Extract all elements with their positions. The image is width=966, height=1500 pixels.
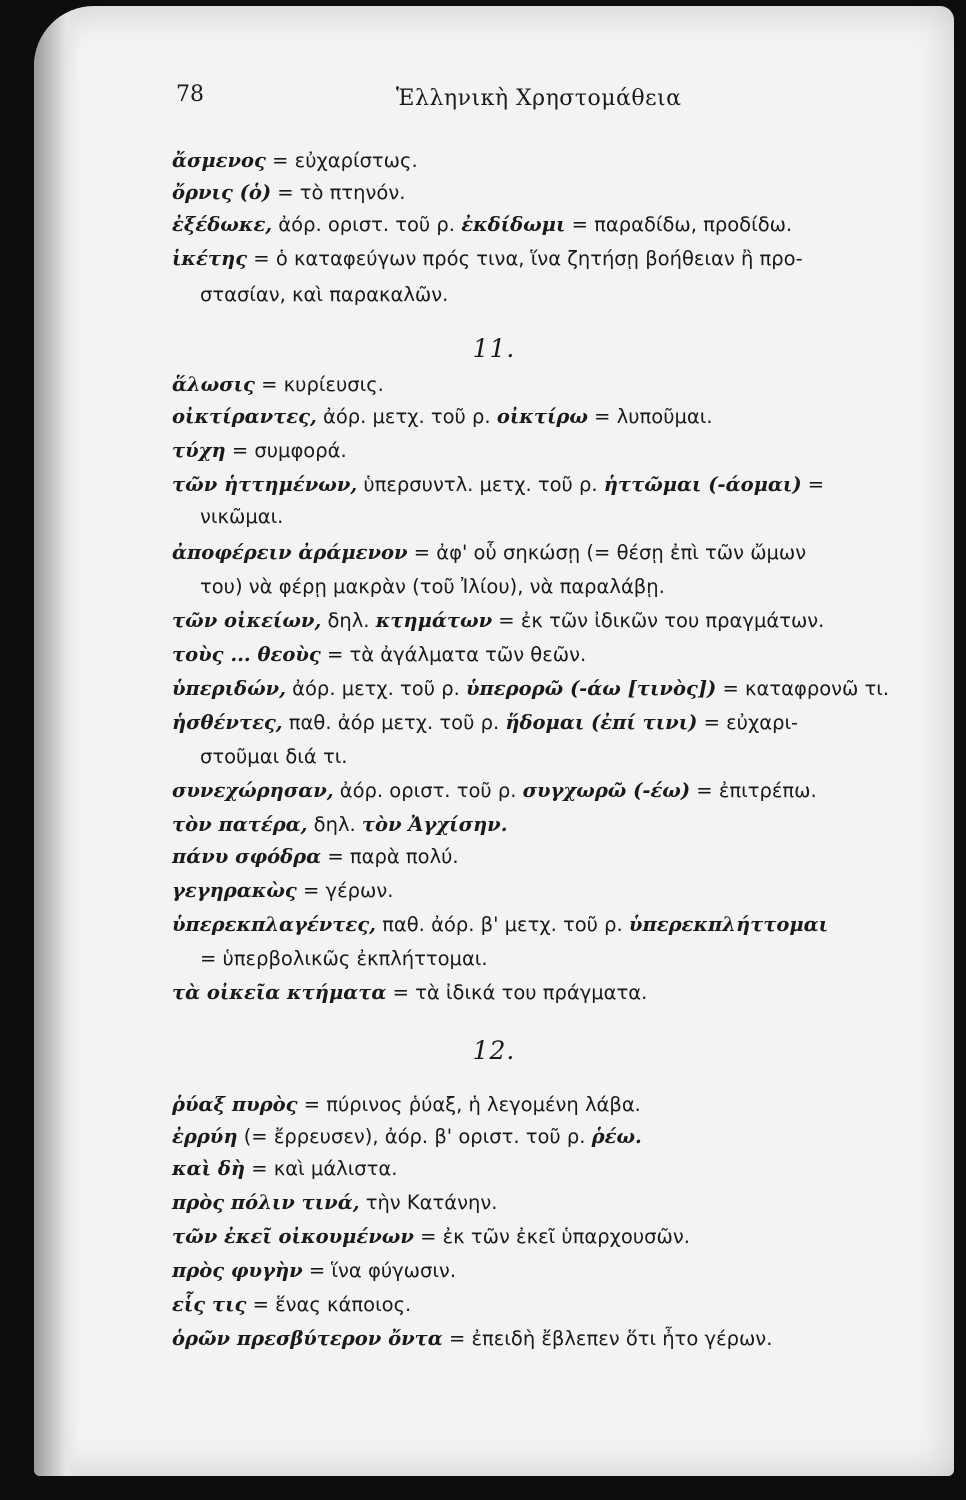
glossary-entry [172,472,824,498]
headword: πρὸς φυγὴν [172,1259,303,1282]
glossary-entry [172,246,803,272]
headword: ὄρνις (ὁ) [172,181,272,204]
definition: παθ. ἀόρ μετχ. τοῦ ρ. [282,711,506,734]
glossary-entry [172,212,792,238]
headword: τῶν ἡττημένων, [172,473,358,496]
definition: ἀόρ. οριστ. τοῦ ρ. [333,779,523,802]
headword: καὶ δὴ [172,1157,246,1180]
running-title: Ἑλληνικὴ Χρηστομάθεια [396,86,682,111]
headword: γεγηρακὼς [172,879,297,902]
glossary-entry [172,812,508,838]
headword: ἱκέτης [172,247,248,270]
glossary-continuation [200,574,665,600]
definition: του) νὰ φέρῃ μακρὰν (τοῦ Ἰλίου), νὰ παραλάβῃ. [200,575,665,598]
headword: τῶν ἐκεῖ οἰκουμένων [172,1225,414,1248]
glossary-entry [172,710,798,736]
glossary-entry [172,438,347,464]
glossary-entry [172,980,647,1006]
definition: = ἕνας κάποιος. [246,1293,412,1316]
definition: παθ. ἀόρ. β' μετχ. τοῦ ρ. [375,913,629,936]
definition: ἀόρ. μετχ. τοῦ ρ. [285,677,466,700]
definition: νικῶμαι. [200,505,284,528]
glossary-entry [172,1292,411,1318]
headword: πρὸς πόλιν τινά, [172,1191,360,1214]
definition: = εὐχαρι- [697,711,799,734]
headword: ἀποφέρειν ἀράμενον [172,541,408,564]
glossary-entry [172,1156,397,1182]
headword: ὑπερορῶ (-άω [τινὸς]) [466,677,717,700]
glossary-entry [172,608,824,634]
headword: τὰ οἰκεῖα κτήματα [172,981,387,1004]
definition: = τὰ ἰδικά του πράγματα. [386,981,648,1004]
glossary-entry [172,1326,772,1352]
section-number: 12. [472,1036,516,1065]
definition: = εὐχαρίστως. [265,149,418,172]
definition: = ἀφ' οὗ σηκώσῃ (= θέσῃ ἐπὶ τῶν ὤμων [407,541,807,564]
definition: = τὸ πτηνόν. [271,181,406,204]
glossary-continuation [200,504,283,530]
definition: στοῦμαι διά τι. [200,745,348,768]
headword: ῥύαξ πυρὸς [172,1093,298,1116]
glossary-continuation [200,744,348,770]
section-number: 11. [472,334,516,363]
headword: ἅλωσις [172,373,255,396]
definition: = ἐπιτρέπω. [690,779,817,802]
glossary-entry [172,844,459,870]
definition: ὑπερσυντλ. μετχ. τοῦ ρ. [357,473,604,496]
definition: δηλ. [321,609,376,632]
headword: τὸν πατέρα, [172,813,308,836]
glossary-entry [172,404,713,430]
headword: ἄσμενος [172,149,266,172]
definition: = παραδίδω, προδίδω. [565,213,793,236]
definition: ἀόρ. οριστ. τοῦ ρ. [272,213,462,236]
headword: οἰκτίρω [496,405,588,428]
glossary-entry [172,1092,641,1118]
definition: (= ἔρρευσεν), ἀόρ. β' οριστ. τοῦ ρ. [237,1125,592,1148]
headword: ὑπερεκπλήττομαι [628,913,829,936]
book-page [34,6,954,1476]
glossary-entry [172,878,393,904]
glossary-entry [172,642,586,668]
definition: = παρὰ πολύ. [321,845,459,868]
definition: = [801,473,825,496]
headword: ἡττῶμαι (-άομαι) [603,473,802,496]
headword: ἐξέδωκε, [172,213,273,236]
glossary-continuation [200,946,488,972]
glossary-entry [172,1190,497,1216]
headword: εἷς τις [172,1293,247,1316]
headword: ὑπερεκπλαγέντες, [172,913,376,936]
headword: τὸν Ἀγχίσην. [361,813,508,836]
headword: ῥέω. [591,1125,642,1148]
glossary-entry [172,676,889,702]
headword: ἐκδίδωμι [461,213,566,236]
definition: = ὑπερβολικῶς ἐκπλήττομαι. [200,947,488,970]
glossary-entry [172,180,405,206]
definition: = τὰ ἀγάλματα τῶν θεῶν. [320,643,587,666]
headword: συγχωρῶ (-έω) [522,779,691,802]
definition: στασίαν, καὶ παρακαλῶν. [200,283,449,306]
glossary-entry [172,540,806,566]
headword: ὑπεριδών, [172,677,286,700]
definition: = ὁ καταφεύγων πρός τινα, ἵνα ζητήσῃ βοήθειαν ἢ προ- [247,247,803,270]
headword: τοὺς ... θεοὺς [172,643,321,666]
page-number: 78 [176,82,204,107]
glossary-entry [172,778,817,804]
headword: ἥδομαι (ἐπί τινι) [505,711,698,734]
definition: = λυποῦμαι. [587,405,713,428]
glossary-content [34,6,954,1476]
headword: τῶν οἰκείων, [172,609,322,632]
headword: τύχη [172,439,226,462]
definition: δηλ. [307,813,362,836]
definition: = ἵνα φύγωσιν. [302,1259,457,1282]
definition: = ἐπειδὴ ἔβλεπεν ὅτι ἦτο γέρων. [442,1327,773,1350]
definition: ἀόρ. μετχ. τοῦ ρ. [316,405,497,428]
headword: ὁρῶν πρεσβύτερον ὄντα [172,1327,443,1350]
glossary-entry [172,1124,642,1150]
definition: = κυρίευσις. [254,373,384,396]
headword: οἰκτίραντες, [172,405,317,428]
definition: τὴν Κατάνην. [359,1191,498,1214]
definition: = γέρων. [296,879,394,902]
headword: ἡσθέντες, [172,711,283,734]
headword: συνεχώρησαν, [172,779,334,802]
definition: = συμφορά. [225,439,347,462]
definition: = ἐκ τῶν ἐκεῖ ὑπαρχουσῶν. [413,1225,690,1248]
glossary-continuation [200,282,448,308]
definition: = καὶ μάλιστα. [245,1157,398,1180]
definition: = καταφρονῶ τι. [716,677,890,700]
headword: ἐρρύη [172,1125,238,1148]
headword: κτημάτων [375,609,493,632]
glossary-entry [172,372,384,398]
glossary-entry [172,1258,456,1284]
definition: = πύρινος ῥύαξ, ἡ λεγομένη λάβα. [297,1093,641,1116]
headword: πάνυ σφόδρα [172,845,322,868]
glossary-entry [172,912,828,938]
glossary-entry [172,148,418,174]
definition: = ἐκ τῶν ἰδικῶν του πραγμάτων. [492,609,825,632]
glossary-entry [172,1224,690,1250]
